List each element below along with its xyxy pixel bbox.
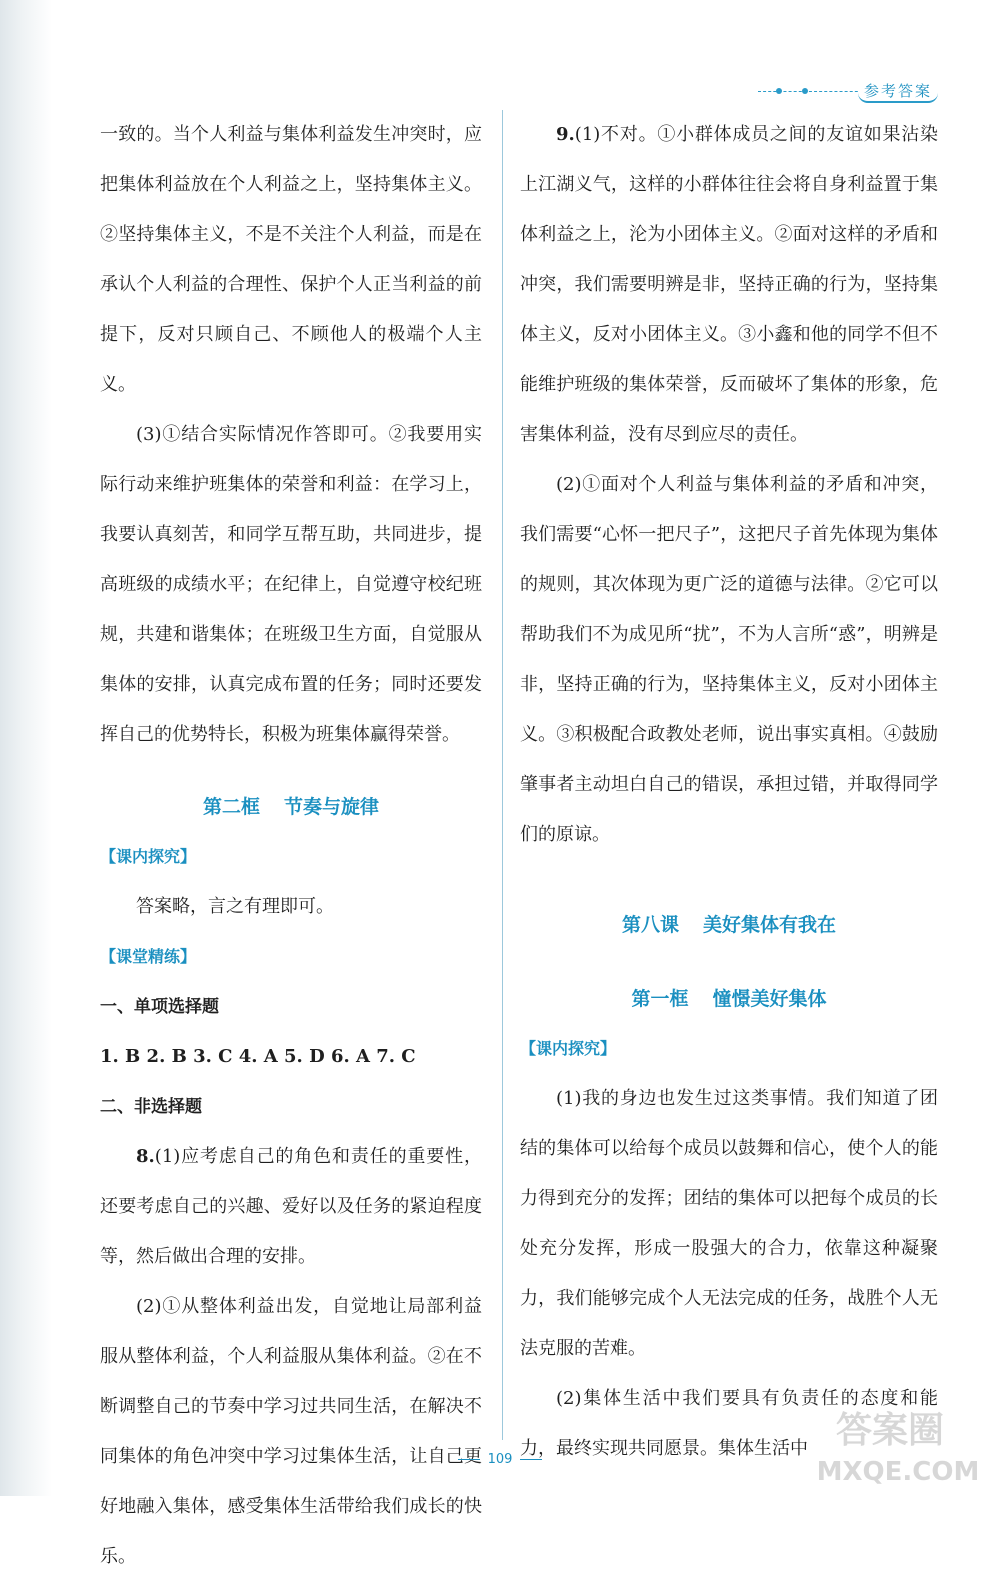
subheading: 一、单项选择题 [100,997,219,1017]
paragraph [520,110,938,460]
tag-label: 【课内探究】 [100,847,197,866]
section-title [520,974,938,1024]
tag-label: 【课内探究】 [520,1039,617,1058]
paragraph [100,1132,482,1282]
page-edge-shadow [0,0,52,1496]
question-number: 8. [136,1146,155,1167]
paragraph: (2)①从整体利益出发，自觉地让局部利益服从整体利益，个人利益服从集体利益。②在不断调整自己的节奏中学习过共同生活，在解决不同集体的角色冲突中学习过集体生活，让自己更好地融入集体，感受集体生活带给我们成长的快乐。 [100,1296,482,1567]
section-name: 节奏与旋律 [284,796,380,818]
lesson-title [520,900,938,950]
paragraph: (1)我的身边也发生过这类事情。我们知道了团结的集体可以给每个成员以鼓舞和信心，使个人的能力得到充分的发挥；团结的集体可以把每个成员的长处充分发挥，形成一股强大的合力，依靠这种凝聚力，我们能够完成个人无法完成的任务，战胜个人无法克服的苦难。 [520,1088,938,1359]
header-dot-icon [776,88,782,94]
lesson-name: 美好集体有我在 [703,914,837,936]
paragraph: (3)①结合实际情况作答即可。②我要用实际行动来维护班集体的荣誉和利益：在学习上，我要认真刻苦，和同学互帮互助，共同进步，提高班级的成绩水平；在纪律上，自觉遵守校纪班规，共建和谐集体；在班级卫生方面，自觉服从集体的安排，认真完成布置的任务；同时还要发挥自己的优势特长，积极为班集体赢得荣誉。 [100,424,482,745]
paragraph: 一致的。当个人利益与集体利益发生冲突时，应把集体利益放在个人利益之上，坚持集体主义。②坚持集体主义，不是不关注个人利益，而是在承认个人利益的合理性、保护个人正当利益的前提下，反对只顾自己、不顾他人的极端个人主义。 [100,124,482,395]
paragraph-text: (1)不对。①小群体成员之间的友谊如果沾染上江湖义气，这样的小群体往往会将自身利益置于集体利益之上，沦为小团体主义。②面对这样的矛盾和冲突，我们需要明辨是非，坚持正确的行为，坚持集体主义，反对小团体主义。③小鑫和他的同学不但不能维护班级的集体荣誉，反而破坏了集体的形象，危害集体利益，没有尽到应尽的责任。 [520,124,938,445]
section-name: 憧憬美好集体 [712,988,827,1010]
paragraph-text: (1)应考虑自己的角色和责任的重要性，还要考虑自己的兴趣、爱好以及任务的紧迫程度等，然后做出合理的安排。 [100,1146,482,1267]
header-label: 参考答案 [858,80,938,103]
section-title [100,782,482,832]
answer-list: 1. B 2. B 3. C 4. A 5. D 6. A 7. C [100,1046,416,1067]
right-column [520,110,938,1474]
header-dot-icon [802,88,808,94]
left-column [100,110,482,1582]
subheading: 二、非选择题 [100,1097,202,1117]
paragraph: (2)集体生活中我们要具有负责任的态度和能力，最终实现共同愿景。集体生活中 [520,1388,938,1459]
section-number: 第一框 [631,988,689,1010]
watermark-bottom-text: MXQE.COM [816,1457,980,1487]
header-dashed-line [758,91,868,92]
paragraph: 答案略，言之有理即可。 [136,896,334,917]
watermark-top-text: 答案圈 [835,1410,945,1451]
paragraph: (2)①面对个人利益与集体利益的矛盾和冲突，我们需要“心怀一把尺子”，这把尺子首先体现为集体的规则，其次体现为更广泛的道德与法律。②它可以帮助我们不为成见所“扰”，不为人言所“惑”，明辨是非，坚持正确的行为，坚持集体主义，反对小团体主义。③积极配合政教处老师，说出事实真相。④鼓励肇事者主动坦白自己的错误，承担过错，并取得同学们的原谅。 [520,474,938,845]
section-header-badge [758,78,938,104]
section-number: 第二框 [202,796,260,818]
page-number: 109 [440,1452,560,1467]
column-divider [502,110,503,1440]
tag-label: 【课堂精练】 [100,947,197,966]
question-number: 9. [556,124,575,145]
watermark-logo [790,1400,990,1490]
lesson-number: 第八课 [621,914,679,936]
